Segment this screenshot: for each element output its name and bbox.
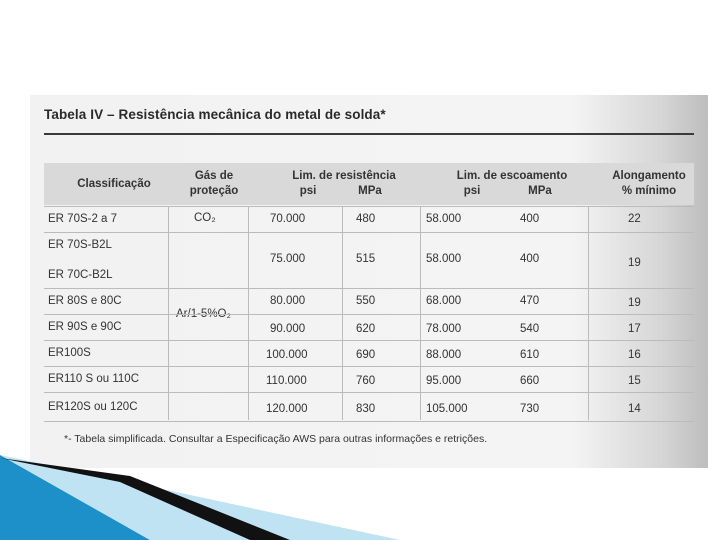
row-escoam-mpa: 660: [520, 375, 540, 387]
row-resist-mpa: 515: [356, 253, 376, 265]
row-alongamento: 17: [628, 323, 641, 335]
row-resist-mpa: 550: [356, 295, 376, 307]
row-classification: ER110 S ou 110C: [48, 373, 139, 385]
row-escoam-psi: 105.000: [426, 403, 468, 415]
table-row: [44, 288, 694, 315]
table-title: Tabela IV – Resistência mecânica do metal de solda*: [44, 107, 386, 122]
row-resist-psi: 110.000: [266, 375, 307, 387]
row-classification: ER120S ou 120C: [48, 401, 138, 413]
header-escoamento-mpa: MPa: [528, 185, 552, 197]
table-header: [44, 163, 694, 205]
top-rule: [44, 133, 694, 135]
row-escoam-mpa: 400: [520, 253, 540, 265]
row-alongamento: 22: [628, 213, 641, 225]
header-gas-line2: proteção: [189, 185, 239, 197]
row-escoam-psi: 58.000: [426, 253, 462, 265]
header-alongamento: Alongamento: [612, 170, 686, 182]
header-gas-line1: Gás de: [194, 170, 234, 182]
header-resistencia-mpa: MPa: [358, 185, 382, 197]
row-resist-mpa: 830: [356, 403, 376, 415]
row-alongamento: 19: [628, 297, 641, 309]
row-classification: ER100S: [48, 347, 91, 359]
gas-co2: CO₂: [194, 212, 216, 224]
row-escoam-mpa: 540: [520, 323, 540, 335]
header-escoamento-psi: psi: [463, 185, 481, 197]
row-escoam-psi: 78.000: [426, 323, 462, 335]
row-escoam-psi: 88.000: [426, 349, 462, 361]
header-resistencia-psi: psi: [299, 185, 317, 197]
row-resist-mpa: 760: [356, 375, 376, 387]
header-alongamento-min: % mínimo: [621, 185, 677, 197]
row-classification: ER 80S e 80C: [48, 295, 122, 307]
row-resist-mpa: 480: [356, 213, 376, 225]
row-escoam-psi: 58.000: [426, 213, 462, 225]
row-resist-mpa: 620: [356, 323, 376, 335]
row-classification-alt: ER 70C-B2L: [48, 269, 113, 281]
row-classification: ER 70S-B2L: [48, 239, 112, 251]
row-escoam-psi: 95.000: [426, 375, 462, 387]
gas-ar-o2: Ar/1-5%O₂: [176, 308, 231, 320]
row-escoam-mpa: 470: [520, 295, 540, 307]
table-row: [44, 340, 694, 367]
footnote: *- Tabela simplificada. Consultar a Especificação AWS para outras informações e retrições.: [64, 433, 488, 445]
row-escoam-psi: 68.000: [426, 295, 462, 307]
row-resist-psi: 80.000: [270, 295, 306, 307]
row-escoam-mpa: 400: [520, 213, 540, 225]
row-alongamento: 19: [628, 257, 641, 269]
row-alongamento: 14: [628, 403, 641, 415]
header-escoamento: Lim. de escoamento: [456, 170, 568, 182]
table-row: [44, 314, 694, 341]
row-resist-psi: 75.000: [270, 253, 306, 265]
header-resistencia: Lim. de resistência: [292, 170, 396, 182]
row-resist-mpa: 690: [356, 349, 376, 361]
row-resist-psi: 100.000: [266, 349, 308, 361]
row-alongamento: 15: [628, 375, 641, 387]
row-escoam-mpa: 610: [520, 349, 540, 361]
row-escoam-mpa: 730: [520, 403, 540, 415]
table-row: [44, 232, 694, 289]
row-classification: ER 90S e 90C: [48, 321, 122, 333]
row-alongamento: 16: [628, 349, 641, 361]
decorative-corner-swoosh: [0, 410, 720, 540]
row-resist-psi: 120.000: [266, 403, 308, 415]
table-row: [44, 366, 694, 393]
row-classification: ER 70S-2 a 7: [48, 213, 118, 225]
row-resist-psi: 70.000: [270, 213, 306, 225]
header-classificacao: Classificação: [77, 178, 151, 190]
row-resist-psi: 90.000: [270, 323, 306, 335]
table-row: [44, 206, 694, 233]
